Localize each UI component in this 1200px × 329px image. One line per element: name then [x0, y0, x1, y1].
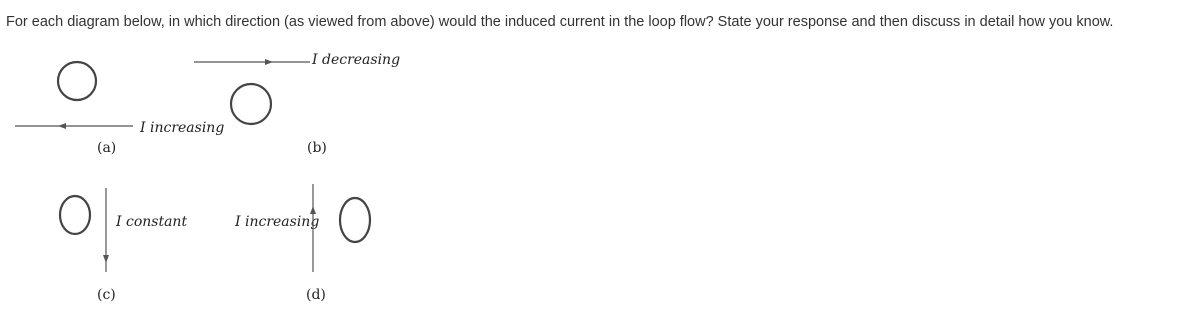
current-label-d: I increasing [235, 214, 320, 230]
diagram-b [194, 52, 400, 156]
question-text: For each diagram below, in which direction (as viewed from above) would the induced current in the loop flow? State your response and then discuss in detail how you know. [6, 14, 1114, 30]
arrow-c [103, 255, 109, 263]
diagram-a [15, 62, 224, 156]
loop-c [60, 196, 90, 234]
arrow-b [265, 59, 273, 65]
diagram-d [234, 184, 370, 303]
arrow-d [310, 206, 316, 214]
loop-d [340, 198, 370, 242]
loop-b [231, 84, 271, 124]
current-label-c: I constant [116, 214, 188, 230]
current-label-b: I decreasing [312, 52, 401, 68]
diagram-c [60, 188, 187, 303]
current-label-a: I increasing [140, 120, 225, 136]
diagram-label-b: (b) [307, 140, 327, 156]
diagram-label-c: (c) [97, 287, 116, 303]
loop-a [58, 62, 96, 100]
arrow-a [58, 123, 66, 129]
diagram-label-d: (d) [306, 287, 326, 303]
diagram-label-a: (a) [97, 140, 117, 156]
